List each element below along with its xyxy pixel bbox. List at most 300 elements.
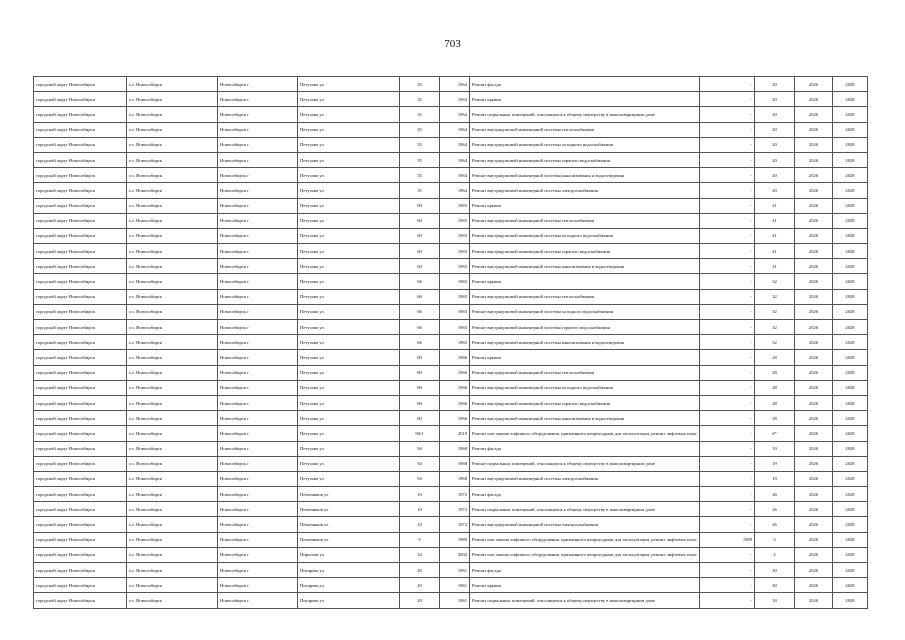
elevator-year-cell: - [700, 593, 755, 608]
plan-start-year-cell: 2026 [795, 244, 833, 259]
work-type-cell: Ремонт крыши [470, 198, 700, 213]
table-row [34, 107, 868, 122]
settlement-cell: Новосибирск г [218, 320, 298, 335]
plan-start-year-cell: 2026 [795, 441, 833, 456]
work-type-cell: Ремонт внутридомовой инженерной системы холодного водоснабжения [470, 137, 700, 152]
work-type-cell: Ремонт внутридомовой инженерной системы канализования и водоотведения [470, 411, 700, 426]
work-type-cell: Ремонт крыши [470, 578, 700, 593]
plan-start-year-cell: 2026 [795, 365, 833, 380]
street-cell: Печатников ул [298, 532, 400, 547]
apartment-count-cell: 41 [755, 198, 795, 213]
build-year-cell: 1968 [440, 456, 470, 471]
municipal-entity-cell: г.о. Новосибирск [127, 274, 218, 289]
street-cell: Петухова ул [298, 395, 400, 410]
house-number-cell: 35 [400, 183, 440, 198]
work-type-cell: Ремонт внутридомовой инженерной системы канализования и водоотведения [470, 335, 700, 350]
plan-end-year-cell: 2028 [833, 213, 868, 228]
table-row [34, 228, 868, 243]
municipal-entity-cell: г.о. Новосибирск [127, 168, 218, 183]
municipal-entity-cell: г.о. Новосибирск [127, 547, 218, 562]
plan-start-year-cell: 2026 [795, 183, 833, 198]
settlement-cell: Новосибирск г [218, 547, 298, 562]
apartment-count-cell: 41 [755, 213, 795, 228]
settlement-cell: Новосибирск г [218, 274, 298, 289]
table-row [34, 380, 868, 395]
elevator-year-cell: - [700, 274, 755, 289]
plan-start-year-cell: 2026 [795, 77, 833, 92]
settlement-cell: Новосибирск г [218, 137, 298, 152]
apartment-count-cell: 26 [755, 502, 795, 517]
apartment-count-cell: 2 [755, 547, 795, 562]
plan-start-year-cell: 2026 [795, 228, 833, 243]
house-number-cell: 35 [400, 168, 440, 183]
municipal-district-cell: городской округ Новосибирск [34, 578, 127, 593]
build-year-cell: 1972 [440, 502, 470, 517]
registry-rows [34, 77, 868, 609]
house-number-cell: 66 [400, 274, 440, 289]
build-year-cell: 1964 [440, 137, 470, 152]
build-year-cell: 2002 [440, 547, 470, 562]
street-cell: Петухова ул [298, 304, 400, 319]
table-row [34, 213, 868, 228]
build-year-cell: 1965 [440, 320, 470, 335]
apartment-count-cell: 20 [755, 168, 795, 183]
house-number-cell: 94 [400, 471, 440, 486]
settlement-cell: Новосибирск г [218, 122, 298, 137]
table-row [34, 502, 868, 517]
municipal-entity-cell: г.о. Новосибирск [127, 259, 218, 274]
build-year-cell: 1965 [440, 198, 470, 213]
house-number-cell: 60 [400, 228, 440, 243]
apartment-count-cell: 20 [755, 137, 795, 152]
settlement-cell: Новосибирск г [218, 304, 298, 319]
plan-start-year-cell: 2026 [795, 456, 833, 471]
build-year-cell: 1965 [440, 304, 470, 319]
elevator-year-cell: - [700, 335, 755, 350]
page-number: 703 [444, 38, 461, 50]
elevator-year-cell: - [700, 92, 755, 107]
elevator-year-cell: - [700, 122, 755, 137]
municipal-entity-cell: г.о. Новосибирск [127, 244, 218, 259]
build-year-cell: 1966 [440, 411, 470, 426]
build-year-cell: 1965 [440, 244, 470, 259]
settlement-cell: Новосибирск г [218, 487, 298, 502]
table-row [34, 152, 868, 167]
municipal-entity-cell: г.о. Новосибирск [127, 365, 218, 380]
municipal-district-cell: городской округ Новосибирск [34, 77, 127, 92]
house-number-cell: 20 [400, 578, 440, 593]
build-year-cell: 1964 [440, 183, 470, 198]
work-type-cell: Ремонт внутридомовой инженерной системы горячего водоснабжения [470, 152, 700, 167]
elevator-year-cell: - [700, 304, 755, 319]
municipal-district-cell: городской округ Новосибирск [34, 517, 127, 532]
municipal-district-cell: городской округ Новосибирск [34, 289, 127, 304]
work-type-cell: Ремонт внутридомовой инженерной системы теплоснабжения [470, 122, 700, 137]
plan-end-year-cell: 2028 [833, 168, 868, 183]
house-number-cell: 10 [400, 502, 440, 517]
plan-start-year-cell: 2026 [795, 578, 833, 593]
elevator-year-cell: - [700, 244, 755, 259]
municipal-district-cell: городской округ Новосибирск [34, 593, 127, 608]
elevator-year-cell: - [700, 380, 755, 395]
municipal-district-cell: городской округ Новосибирск [34, 304, 127, 319]
street-cell: Печатников ул [298, 517, 400, 532]
registry-table [33, 76, 868, 609]
street-cell: Петухова ул [298, 137, 400, 152]
plan-start-year-cell: 2026 [795, 395, 833, 410]
street-cell: Петухова ул [298, 411, 400, 426]
plan-end-year-cell: 2028 [833, 92, 868, 107]
plan-start-year-cell: 2026 [795, 471, 833, 486]
plan-end-year-cell: 2028 [833, 244, 868, 259]
table-row [34, 168, 868, 183]
municipal-entity-cell: г.о. Новосибирск [127, 532, 218, 547]
municipal-district-cell: городской округ Новосибирск [34, 92, 127, 107]
elevator-year-cell: - [700, 350, 755, 365]
street-cell: Петухова ул [298, 183, 400, 198]
municipal-district-cell: городской округ Новосибирск [34, 320, 127, 335]
elevator-year-cell: - [700, 517, 755, 532]
work-type-cell: Ремонт фасада [470, 441, 700, 456]
municipal-entity-cell: г.о. Новосибирск [127, 441, 218, 456]
plan-start-year-cell: 2026 [795, 168, 833, 183]
municipal-entity-cell: г.о. Новосибирск [127, 578, 218, 593]
work-type-cell: Ремонт внутридомовой инженерной системы канализования и водоотведения [470, 168, 700, 183]
apartment-count-cell: 28 [755, 395, 795, 410]
build-year-cell: 1964 [440, 107, 470, 122]
plan-end-year-cell: 2028 [833, 198, 868, 213]
house-number-cell: 66 [400, 320, 440, 335]
municipal-district-cell: городской округ Новосибирск [34, 137, 127, 152]
build-year-cell: 1965 [440, 335, 470, 350]
elevator-year-cell: - [700, 107, 755, 122]
work-type-cell: Ремонт или замена лифтового оборудования, признанного непригодным для эксплуатации, ремонт лифтовых шахт [470, 532, 700, 547]
house-number-cell: 60 [400, 213, 440, 228]
table-row [34, 304, 868, 319]
build-year-cell: 1966 [440, 365, 470, 380]
table-row [34, 365, 868, 380]
plan-start-year-cell: 2026 [795, 320, 833, 335]
house-number-cell: 80 [400, 350, 440, 365]
work-type-cell: Ремонт внутридомовой инженерной системы холодного водоснабжения [470, 228, 700, 243]
municipal-entity-cell: г.о. Новосибирск [127, 320, 218, 335]
municipal-entity-cell: г.о. Новосибирск [127, 77, 218, 92]
house-number-cell: 80 [400, 395, 440, 410]
municipal-entity-cell: г.о. Новосибирск [127, 380, 218, 395]
build-year-cell: 1989 [440, 532, 470, 547]
municipal-district-cell: городской округ Новосибирск [34, 456, 127, 471]
table-row [34, 547, 868, 562]
settlement-cell: Новосибирск г [218, 107, 298, 122]
street-cell: Петухова ул [298, 335, 400, 350]
apartment-count-cell: 18 [755, 593, 795, 608]
plan-start-year-cell: 2026 [795, 274, 833, 289]
apartment-count-cell: 32 [755, 320, 795, 335]
plan-end-year-cell: 2028 [833, 274, 868, 289]
plan-end-year-cell: 2028 [833, 578, 868, 593]
build-year-cell: 1961 [440, 563, 470, 578]
work-type-cell: Ремонт или замена лифтового оборудования, признанного непригодным для эксплуатации, ремонт лифтовых шахт [470, 426, 700, 441]
municipal-entity-cell: г.о. Новосибирск [127, 183, 218, 198]
plan-end-year-cell: 2028 [833, 77, 868, 92]
street-cell: Петухова ул [298, 198, 400, 213]
settlement-cell: Новосибирск г [218, 426, 298, 441]
municipal-entity-cell: г.о. Новосибирск [127, 304, 218, 319]
settlement-cell: Новосибирск г [218, 517, 298, 532]
apartment-count-cell: 5 [755, 532, 795, 547]
house-number-cell: 60 [400, 259, 440, 274]
elevator-year-cell: - [700, 456, 755, 471]
apartment-count-cell: 6* [755, 426, 795, 441]
work-type-cell: Ремонт подвальных помещений, относящихся к общему имуществу в многоквартирном доме [470, 107, 700, 122]
apartment-count-cell: 41 [755, 228, 795, 243]
municipal-district-cell: городской округ Новосибирск [34, 563, 127, 578]
street-cell: Петухова ул [298, 107, 400, 122]
municipal-entity-cell: г.о. Новосибирск [127, 517, 218, 532]
apartment-count-cell: 19 [755, 456, 795, 471]
apartment-count-cell: 32 [755, 274, 795, 289]
settlement-cell: Новосибирск г [218, 441, 298, 456]
elevator-year-cell: - [700, 395, 755, 410]
work-type-cell: Ремонт подвальных помещений, относящихся к общему имуществу в многоквартирном доме [470, 456, 700, 471]
municipal-district-cell: городской округ Новосибирск [34, 228, 127, 243]
elevator-year-cell: - [700, 183, 755, 198]
settlement-cell: Новосибирск г [218, 411, 298, 426]
municipal-district-cell: городской округ Новосибирск [34, 122, 127, 137]
street-cell: Петухова ул [298, 168, 400, 183]
plan-start-year-cell: 2026 [795, 304, 833, 319]
municipal-entity-cell: г.о. Новосибирск [127, 92, 218, 107]
table-row [34, 198, 868, 213]
settlement-cell: Новосибирск г [218, 365, 298, 380]
work-type-cell: Ремонт внутридомовой инженерной системы теплоснабжения [470, 289, 700, 304]
plan-start-year-cell: 2026 [795, 198, 833, 213]
elevator-year-cell: - [700, 77, 755, 92]
build-year-cell: 1972 [440, 487, 470, 502]
municipal-district-cell: городской округ Новосибирск [34, 244, 127, 259]
work-type-cell: Ремонт внутридомовой инженерной системы холодного водоснабжения [470, 380, 700, 395]
work-type-cell: Ремонт или замена лифтового оборудования, признанного непригодным для эксплуатации, ремонт лифтовых шахт [470, 547, 700, 562]
work-type-cell: Ремонт крыши [470, 92, 700, 107]
elevator-year-cell: - [700, 168, 755, 183]
apartment-count-cell: 20 [755, 107, 795, 122]
plan-end-year-cell: 2028 [833, 426, 868, 441]
table-row [34, 593, 868, 608]
plan-end-year-cell: 2028 [833, 259, 868, 274]
house-number-cell: 35 [400, 107, 440, 122]
elevator-year-cell: - [700, 198, 755, 213]
plan-end-year-cell: 2028 [833, 517, 868, 532]
plan-start-year-cell: 2026 [795, 152, 833, 167]
apartment-count-cell: 30 [755, 578, 795, 593]
settlement-cell: Новосибирск г [218, 395, 298, 410]
house-number-cell: 66 [400, 335, 440, 350]
street-cell: Пирогова ул [298, 547, 400, 562]
municipal-district-cell: городской округ Новосибирск [34, 183, 127, 198]
plan-end-year-cell: 2028 [833, 593, 868, 608]
build-year-cell: 1965 [440, 228, 470, 243]
municipal-entity-cell: г.о. Новосибирск [127, 213, 218, 228]
apartment-count-cell: 32 [755, 335, 795, 350]
house-number-cell: 35 [400, 137, 440, 152]
apartment-count-cell: 20 [755, 122, 795, 137]
work-type-cell: Ремонт внутридомовой инженерной системы канализования и водоотведения [470, 259, 700, 274]
house-number-cell: 35 [400, 92, 440, 107]
work-type-cell: Ремонт фасада [470, 563, 700, 578]
plan-end-year-cell: 2028 [833, 411, 868, 426]
municipal-district-cell: городской округ Новосибирск [34, 411, 127, 426]
municipal-entity-cell: г.о. Новосибирск [127, 502, 218, 517]
work-type-cell: Ремонт внутридомовой инженерной системы горячего водоснабжения [470, 320, 700, 335]
table-row [34, 532, 868, 547]
plan-start-year-cell: 2026 [795, 107, 833, 122]
work-type-cell: Ремонт внутридомовой инженерной системы электроснабжения [470, 183, 700, 198]
house-number-cell: 34 [400, 547, 440, 562]
settlement-cell: Новосибирск г [218, 532, 298, 547]
settlement-cell: Новосибирск г [218, 244, 298, 259]
settlement-cell: Новосибирск г [218, 92, 298, 107]
table-row [34, 350, 868, 365]
municipal-entity-cell: г.о. Новосибирск [127, 456, 218, 471]
elevator-year-cell: - [700, 137, 755, 152]
plan-end-year-cell: 2028 [833, 304, 868, 319]
plan-end-year-cell: 2028 [833, 395, 868, 410]
elevator-year-cell: 1989 [700, 532, 755, 547]
plan-end-year-cell: 2028 [833, 456, 868, 471]
settlement-cell: Новосибирск г [218, 593, 298, 608]
street-cell: Петухова ул [298, 228, 400, 243]
plan-end-year-cell: 2028 [833, 487, 868, 502]
municipal-district-cell: городской округ Новосибирск [34, 487, 127, 502]
apartment-count-cell: 26 [755, 487, 795, 502]
work-type-cell: Ремонт внутридомовой инженерной системы горячего водоснабжения [470, 395, 700, 410]
house-number-cell: 80 [400, 411, 440, 426]
house-number-cell: 90/1 [400, 426, 440, 441]
plan-end-year-cell: 2028 [833, 137, 868, 152]
municipal-entity-cell: г.о. Новосибирск [127, 152, 218, 167]
build-year-cell: 1964 [440, 92, 470, 107]
plan-start-year-cell: 2026 [795, 487, 833, 502]
elevator-year-cell: - [700, 289, 755, 304]
settlement-cell: Новосибирск г [218, 259, 298, 274]
house-number-cell: 66 [400, 304, 440, 319]
plan-start-year-cell: 2026 [795, 92, 833, 107]
settlement-cell: Новосибирск г [218, 350, 298, 365]
apartment-count-cell: 28 [755, 365, 795, 380]
elevator-year-cell: - [700, 228, 755, 243]
apartment-count-cell: 20 [755, 77, 795, 92]
house-number-cell: 10 [400, 517, 440, 532]
plan-end-year-cell: 2028 [833, 289, 868, 304]
street-cell: Петухова ул [298, 456, 400, 471]
build-year-cell: 1961 [440, 593, 470, 608]
apartment-count-cell: 32 [755, 304, 795, 319]
settlement-cell: Новосибирск г [218, 77, 298, 92]
municipal-district-cell: городской округ Новосибирск [34, 532, 127, 547]
plan-start-year-cell: 2026 [795, 532, 833, 547]
table-row [34, 289, 868, 304]
apartment-count-cell: 41 [755, 244, 795, 259]
build-year-cell: 1965 [440, 289, 470, 304]
plan-end-year-cell: 2028 [833, 122, 868, 137]
plan-start-year-cell: 2026 [795, 259, 833, 274]
table-row [34, 441, 868, 456]
apartment-count-cell: 32 [755, 289, 795, 304]
build-year-cell: 1966 [440, 350, 470, 365]
house-number-cell: 60 [400, 244, 440, 259]
street-cell: Писарева ул [298, 593, 400, 608]
work-type-cell: Ремонт крыши [470, 274, 700, 289]
street-cell: Печатников ул [298, 487, 400, 502]
build-year-cell: 2019 [440, 426, 470, 441]
settlement-cell: Новосибирск г [218, 471, 298, 486]
table-row [34, 77, 868, 92]
plan-start-year-cell: 2026 [795, 517, 833, 532]
work-type-cell: Ремонт внутридомовой инженерной системы электроснабжения [470, 517, 700, 532]
municipal-entity-cell: г.о. Новосибирск [127, 411, 218, 426]
plan-end-year-cell: 2028 [833, 320, 868, 335]
table-row [34, 137, 868, 152]
elevator-year-cell: - [700, 471, 755, 486]
municipal-entity-cell: г.о. Новосибирск [127, 198, 218, 213]
street-cell: Писарева ул [298, 578, 400, 593]
plan-start-year-cell: 2026 [795, 350, 833, 365]
elevator-year-cell: - [700, 502, 755, 517]
settlement-cell: Новосибирск г [218, 289, 298, 304]
plan-start-year-cell: 2026 [795, 137, 833, 152]
plan-end-year-cell: 2028 [833, 532, 868, 547]
apartment-count-cell: 28 [755, 350, 795, 365]
house-number-cell: 80 [400, 365, 440, 380]
municipal-entity-cell: г.о. Новосибирск [127, 593, 218, 608]
settlement-cell: Новосибирск г [218, 228, 298, 243]
table-row [34, 122, 868, 137]
table-row [34, 92, 868, 107]
settlement-cell: Новосибирск г [218, 578, 298, 593]
plan-end-year-cell: 2028 [833, 547, 868, 562]
settlement-cell: Новосибирск г [218, 380, 298, 395]
house-number-cell: 35 [400, 122, 440, 137]
plan-end-year-cell: 2028 [833, 183, 868, 198]
plan-start-year-cell: 2026 [795, 563, 833, 578]
build-year-cell: 1961 [440, 578, 470, 593]
elevator-year-cell: - [700, 213, 755, 228]
street-cell: Петухова ул [298, 259, 400, 274]
street-cell: Петухова ул [298, 152, 400, 167]
apartment-count-cell: 28 [755, 411, 795, 426]
work-type-cell: Ремонт крыши [470, 350, 700, 365]
elevator-year-cell: - [700, 426, 755, 441]
street-cell: Петухова ул [298, 213, 400, 228]
plan-end-year-cell: 2028 [833, 107, 868, 122]
municipal-entity-cell: г.о. Новосибирск [127, 426, 218, 441]
build-year-cell: 1965 [440, 259, 470, 274]
municipal-district-cell: городской округ Новосибирск [34, 365, 127, 380]
municipal-entity-cell: г.о. Новосибирск [127, 122, 218, 137]
settlement-cell: Новосибирск г [218, 456, 298, 471]
table-row [34, 183, 868, 198]
street-cell: Петухова ул [298, 274, 400, 289]
street-cell: Печатников ул [298, 502, 400, 517]
house-number-cell: 35 [400, 152, 440, 167]
street-cell: Петухова ул [298, 320, 400, 335]
municipal-district-cell: городской округ Новосибирск [34, 168, 127, 183]
street-cell: Писарева ул [298, 563, 400, 578]
build-year-cell: 1964 [440, 77, 470, 92]
municipal-district-cell: городской округ Новосибирск [34, 471, 127, 486]
plan-start-year-cell: 2026 [795, 547, 833, 562]
elevator-year-cell: - [700, 441, 755, 456]
